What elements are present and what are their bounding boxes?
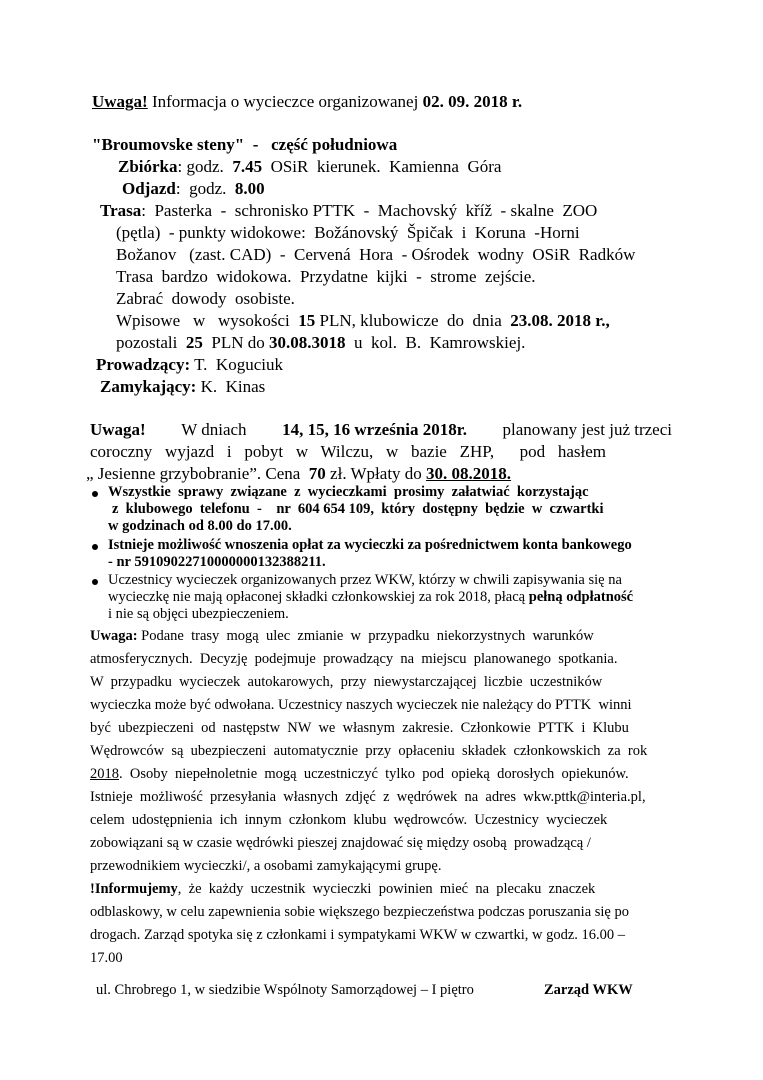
info-l12: , że każdy uczestnik wycieczki powinien mieć na plecaku znaczek (177, 881, 596, 897)
bullet3-l2a: wycieczkę nie mają opłaconej składki członkowskiej za rok 2018, płacą (108, 589, 526, 605)
wpisowe-mid: PLN, klubowicze do dnia (319, 311, 502, 330)
prowadzacy-name: T. Koguciuk (194, 355, 283, 374)
trip-date: 02. 09. 2018 r. (422, 92, 523, 111)
notice2-l1b: planowany jest już trzeci (502, 420, 672, 439)
info-line-13: odblaskowy, w celu zapewnienia sobie większego bezpieczeństwa podczas poruszania się po (90, 904, 629, 920)
notice2-uwaga: Uwaga! (90, 420, 146, 439)
trasa-line-3: Božanov (zast. CAD) - Cervená Hora - Ośrodek wodny OSiR Radków (116, 245, 636, 264)
info-line-5: być ubezpieczeni od następstw NW we własnym zakresie. Członkowie PTTK i Klubu (90, 720, 629, 736)
trasa-line-2: (pętla) - punkty widokowe: Božánovský Špičak i Koruna -Horni (116, 223, 580, 242)
trasa-line-4: Trasa bardzo widokowa. Przydatne kijki - strome zejście. (116, 267, 536, 286)
info-line-1 (90, 628, 594, 645)
zbiorka-label: Zbiórka (118, 157, 178, 176)
zbiorka-line (118, 157, 501, 177)
bullet2-line-1: Istnieje możliwość wnoszenia opłat za wycieczki za pośrednictwem konta bankowego (108, 537, 632, 553)
notice2-deadline: 30. 08.2018. (426, 464, 512, 483)
zbiorka-rest: OSiR kierunek. Kamienna Góra (270, 157, 502, 176)
notice2-l1a: W dniach (181, 420, 247, 439)
informujemy-label: !Informujemy (90, 881, 178, 897)
zamykajacy-line (100, 377, 265, 397)
info-line-9: celem udostępnienia ich innym członkom klubu wędrowców. Uczestnicy wycieczek (90, 812, 608, 828)
trasa-label: Trasa (100, 201, 142, 220)
trasa-text-1: : Pasterka - schronisko PTTK - Machovský kříž - skalne ZOO (141, 201, 598, 220)
pozostali-amount: 25 (185, 333, 203, 352)
info-line-12 (90, 881, 595, 898)
trasa-line-1 (100, 201, 597, 221)
odjazd-time: 8.00 (234, 179, 265, 198)
footer-address: ul. Chrobrego 1, w siedzibie Wspólnoty Samorządowej – I piętro (96, 982, 474, 998)
bullet-icon (92, 491, 98, 497)
wpisowe-pre: Wpisowe w wysokości (116, 311, 290, 330)
info-line-11: przewodnikiem wycieczki/, a osobami zamykającymi grupę. (90, 858, 442, 874)
info-line-3: W przypadku wycieczek autokarowych, przy niewystarczającej liczbie uczestników (90, 674, 603, 690)
wpisowe-amount: 15 (298, 311, 316, 330)
info-line-10: zobowiązani są w czasie wędrówki pieszej znajdować się między osobą prowadzącą / (90, 835, 591, 851)
info-line-14: drogach. Zarząd spotyka się z członkami i sympatykami WKW w czwartki, w godz. 16.00 – (90, 927, 626, 943)
prowadzacy-label: Prowadzący: (96, 355, 191, 374)
uwaga-label: Uwaga! (92, 92, 148, 111)
prowadzacy-line (96, 355, 283, 375)
notice1-intro: Informacja o wycieczce organizowanej (151, 92, 419, 111)
zamykajacy-name: K. Kinas (200, 377, 266, 396)
notice1-heading (92, 92, 522, 112)
pozostali-line (116, 333, 525, 353)
bullet1-line-1: Wszystkie sprawy związane z wycieczkami prosimy załatwiać korzystając (108, 484, 589, 500)
info-l7: . Osoby niepełnoletnie mogą uczestniczyć tylko pod opieką dorosłych opiekunów. (119, 766, 629, 782)
odjazd-pre: : godz. (175, 179, 227, 198)
trip-title: "Broumovske steny" - część południowa (92, 135, 398, 154)
odjazd-label: Odjazd (122, 179, 176, 198)
wpisowe-date: 23.08. 2018 r., (510, 311, 610, 330)
bullet3-full-fee: pełną odpłatność (528, 589, 634, 605)
pozostali-pre: pozostali (116, 333, 178, 352)
odjazd-line (122, 179, 265, 199)
info-line-15: 17.00 (90, 950, 123, 966)
notice2-line-1 (90, 420, 672, 440)
bullet3-line-2 (108, 589, 633, 606)
notice2-l3a: „ Jesienne grzybobranie”. Cena (86, 464, 301, 483)
bullet1-line-2: z klubowego telefonu - nr 604 654 109, który dostępny będzie w czwartki (112, 501, 604, 517)
zbiorka-pre: : godz. (177, 157, 224, 176)
notice2-dates: 14, 15, 16 września 2018r. (282, 420, 468, 439)
trasa-line-5: Zabrać dowody osobiste. (116, 289, 295, 308)
wpisowe-line (116, 311, 610, 331)
pozostali-mid: PLN do (211, 333, 265, 352)
info-l1: Podane trasy mogą ulec zmianie w przypadku niekorzystnych warunków (141, 628, 594, 644)
info-uwaga-label: Uwaga: (90, 628, 138, 644)
zamykajacy-label: Zamykający: (100, 377, 197, 396)
bullet-icon (92, 544, 98, 550)
info-line-4: wycieczka może być odwołana. Uczestnicy naszych wycieczek nie należący do PTTK winni (90, 697, 632, 713)
info-line-6: Wędrowców są ubezpieczeni automatycznie przy opłaceniu składek członkowskich za rok (90, 743, 648, 759)
bullet3-line-3: i nie są objęci ubezpieczeniem. (108, 606, 289, 622)
bullet1-line-3: w godzinach od 8.00 do 17.00. (108, 518, 292, 534)
notice2-line-2: coroczny wyjazd i pobyt w Wilczu, w bazie ZHP, pod hasłem (90, 442, 606, 461)
bullet2-line-2: - nr 59109022710000000132388211. (108, 554, 326, 570)
info-line-2: atmosferycznych. Decyzję podejmuje prowadzący na miejscu planowanego spotkania. (90, 651, 618, 667)
info-year: 2018 (90, 766, 119, 782)
notice2-l3b: zł. Wpłaty do (330, 464, 422, 483)
pozostali-date: 30.08.3018 (269, 333, 346, 352)
notice2-line-3 (86, 464, 511, 484)
pozostali-rest: u kol. B. Kamrowskiej. (354, 333, 526, 352)
info-line-7 (90, 766, 629, 783)
notice2-price: 70 (308, 464, 326, 483)
bullet3-line-1: Uczestnicy wycieczek organizowanych przez WKW, którzy w chwili zapisywania się na (108, 572, 622, 588)
footer-signature: Zarząd WKW (544, 982, 633, 998)
bullet-icon (92, 579, 98, 585)
zbiorka-time: 7.45 (232, 157, 263, 176)
info-line-8: Istnieje możliwość przesyłania własnych zdjęć z wędrówek na adres wkw.pttk@interia.pl, (90, 789, 646, 805)
